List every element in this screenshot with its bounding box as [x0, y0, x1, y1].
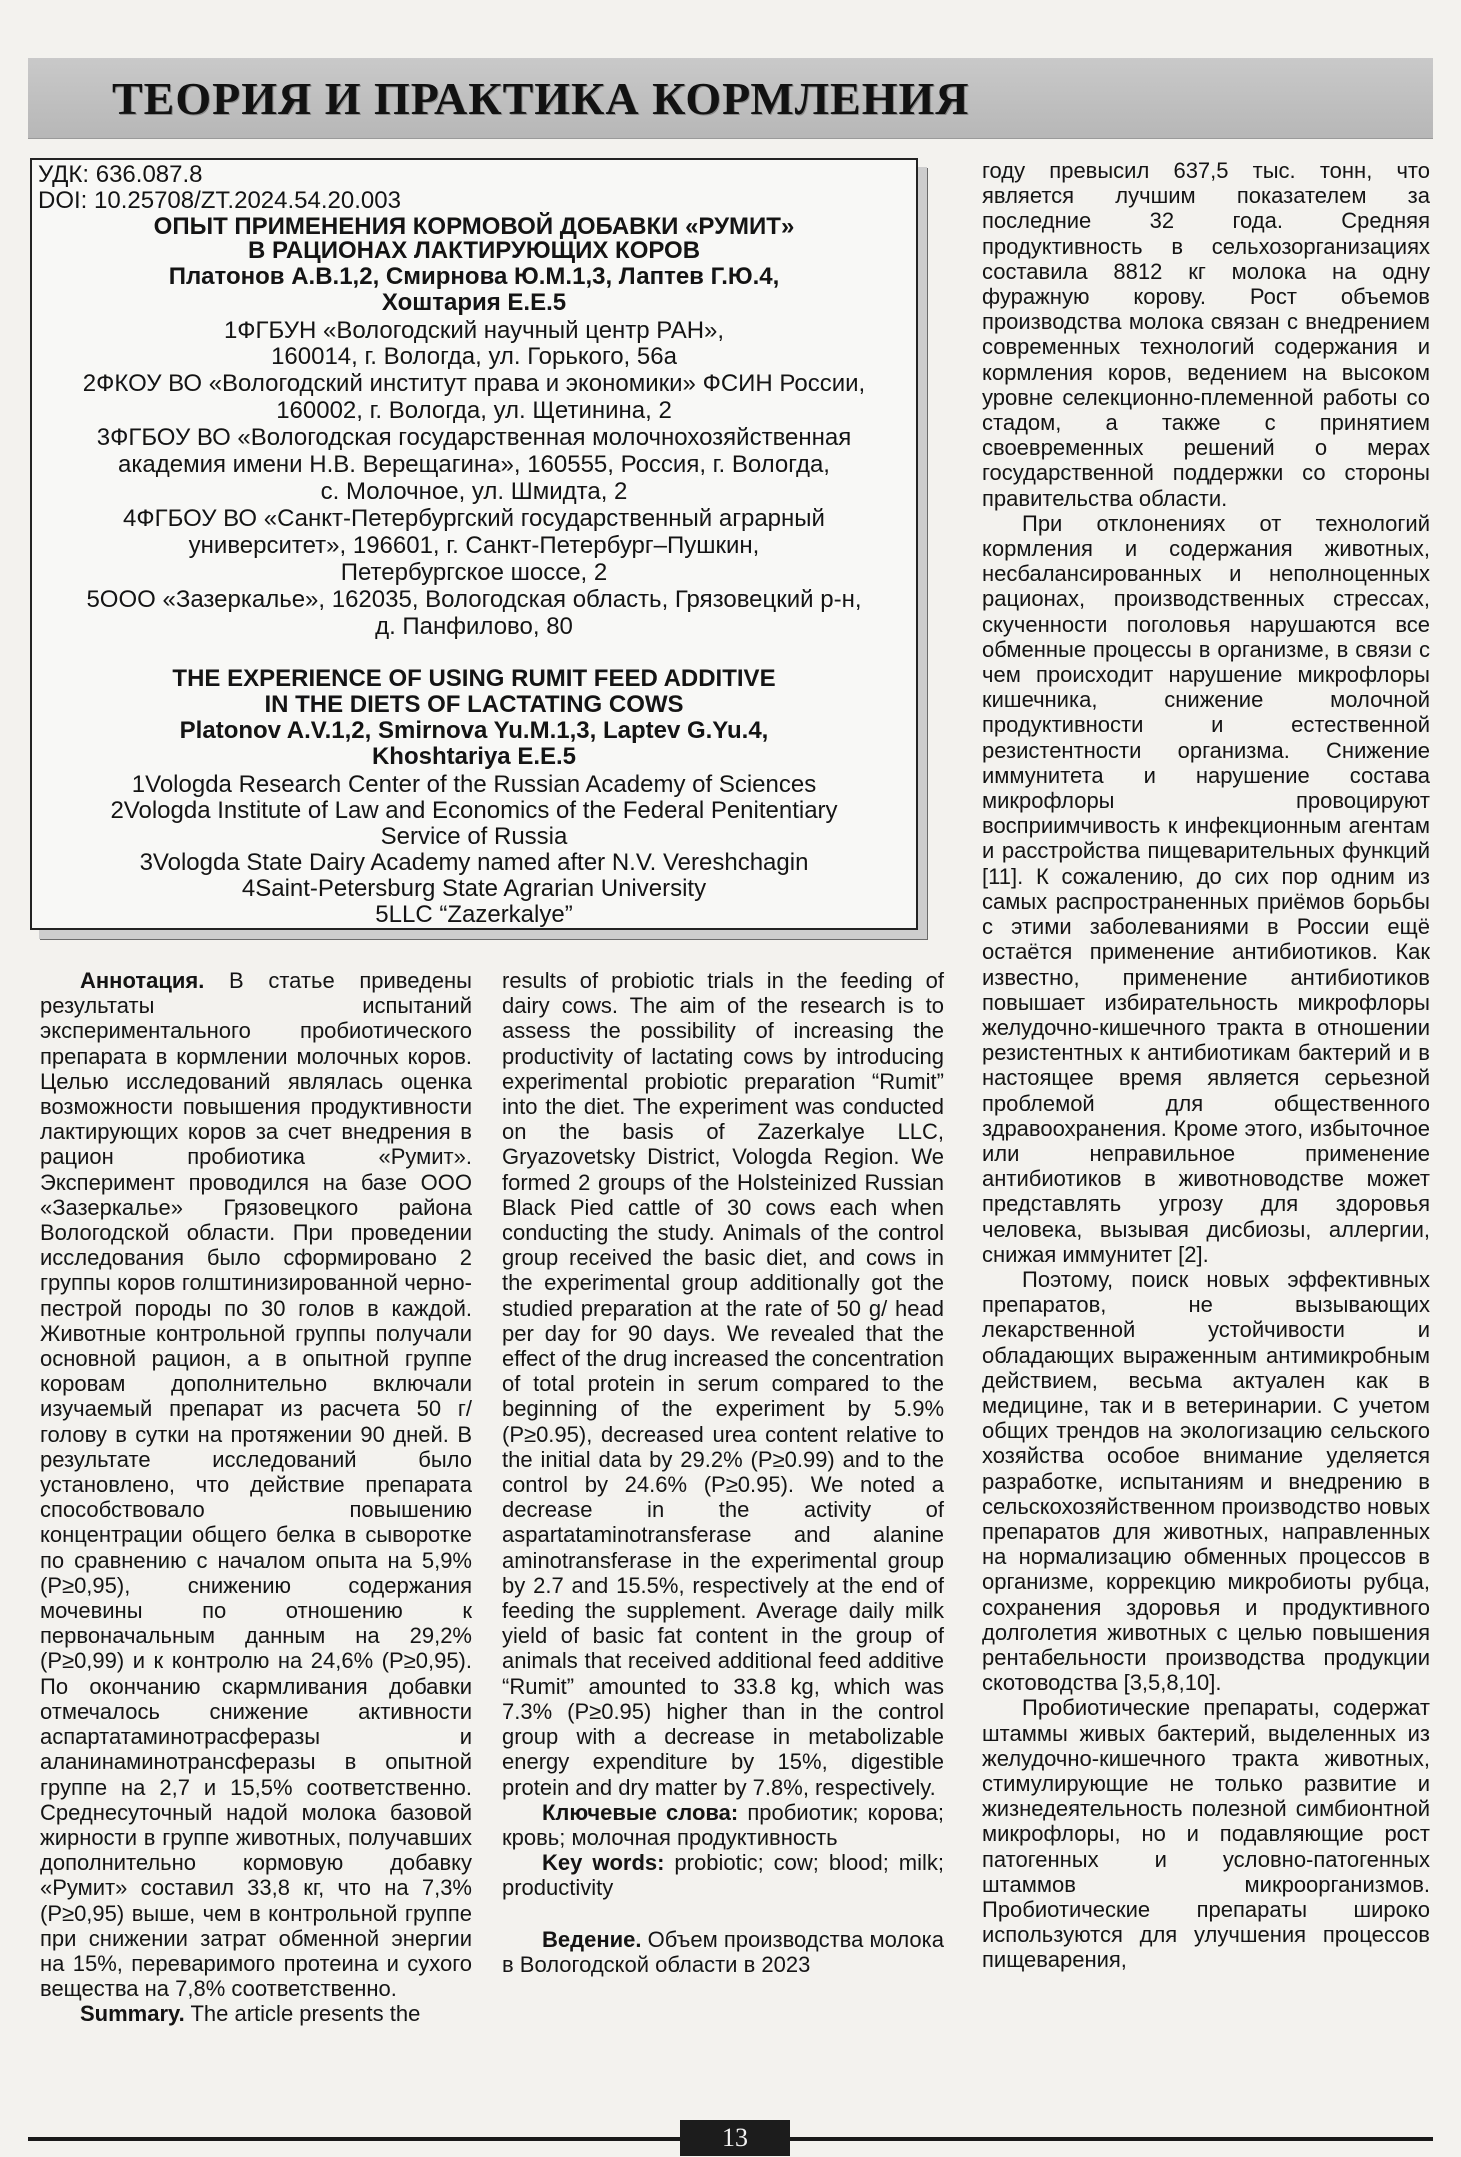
column-abstract-ru — [40, 968, 472, 2027]
authors-ru-line-2: Хоштария Е.Е.5 — [381, 289, 567, 316]
affiliation-en-line: 5LLC “Zazerkalye” — [375, 901, 573, 928]
affiliation-en-line: 2Vologda Institute of Law and Economics of the Federal Penitentiary — [110, 797, 838, 824]
body-paragraph-1: году превысил 637,5 тыс. тонн, что является лучшим показателем за последние 32 года. Средняя продуктивность в сельхозорганизациях составила 8812 кг молока на одну фуражную корову. Рост объемов производства молока связан с внедрением современных технологий содержания и кормления коров, ведением на высоком уровне селекционно-племенной работы со стадом, а также с принятием своевременных решений о мерах государственной поддержки со стороны правительства области. — [982, 158, 1430, 511]
affiliation-ru-line: д. Панфилово, 80 — [375, 613, 573, 640]
column-body — [982, 158, 1430, 1973]
title-ru-line-1: ОПЫТ ПРИМЕНЕНИЯ КОРМОВОЙ ДОБАВКИ «РУМИТ» — [153, 213, 795, 240]
article-title-box — [30, 158, 918, 930]
column-abstract-en — [502, 968, 944, 1977]
affiliation-en-line: 3Vologda State Dairy Academy named after N.V. Vereshchagin — [139, 849, 809, 876]
affiliation-ru-line: с. Молочное, ул. Шмидта, 2 — [320, 478, 628, 505]
intro-text: Объем производства молока в Вологодской области в 2023 — [502, 1926, 945, 1977]
doi-code: DOI: 10.25708/ZT.2024.54.20.003 — [38, 187, 401, 214]
keywords-en-label: Key words: — [542, 1850, 665, 1876]
title-ru-line-2: В РАЦИОНАХ ЛАКТИРУЮЩИХ КОРОВ — [247, 237, 701, 264]
authors-en-line-1: Platonov A.V.1,2, Smirnova Yu.M.1,3, Laptev G.Yu.4, — [179, 717, 769, 744]
affiliation-ru-line: 160002, г. Вологда, ул. Щетинина, 2 — [276, 397, 672, 424]
keywords-ru-label: Ключевые слова: — [542, 1799, 739, 1825]
affiliation-ru-line: 1ФГБУН «Вологодский научный центр РАН», — [223, 317, 725, 344]
summary-text-start: The article presents the — [190, 2001, 421, 2027]
affiliation-ru-line: 5ООО «Зазеркалье», 162035, Вологодская область, Грязовецкий р-н, — [86, 586, 862, 613]
title-en-line-2: IN THE DIETS OF LACTATING COWS — [264, 691, 684, 718]
page-number: 13 — [680, 2120, 790, 2156]
authors-ru-line-1: Платонов А.В.1,2, Смирнова Ю.М.1,3, Лаптев Г.Ю.4, — [168, 263, 780, 290]
affiliation-en-line: Service of Russia — [380, 823, 568, 850]
annotation-text: В статье приведены результаты испытаний экспериментального пробиотического препарата в кормлении молочных коров. Целью исследований являлась оценка возможности повышения продуктивности лактирующих коров за счет внедрения в рацион пробиотика «Румит». Эксперимент проводился на базе ООО «Зазеркалье» Грязовецкого района Вологодской области. При проведении исследования было сформировано 2 группы коров голштинизированной черно-пестрой породы по 30 голов в каждой. Животные контрольной группы получали основной рацион, а в опытной группе коровам дополнительно включали изучаемый препарат из расчета 50 г/голову в сутки на протяжении 90 дней. В результате исследований было установлено, что действие препарата способствовало повышению концентрации общего белка в сыворотке по сравнению с началом опыта на 5,9% (Р≥0,95), снижению содержания мочевины по отношению к первоначальным данным на 29,2% (Р≥0,99) и к контролю на 24,6% (Р≥0,95). По окончанию скармливания добавки отмечалось снижение активности аспартатаминотрасферазы и аланинаминотрансферазы в опытной группе на 2,7 и 15,5% соответственно. Среднесуточный надой молока базовой жирности в группе животных, получавших дополнительно кормовую добавку «Румит» составил 33,8 кг, что на 7,3% (Р≥0,95) выше, чем в контрольной группе при снижении затрат обменной энергии на 15%, переваримого протеина и сухого вещества на 7,8% соответственно. — [40, 968, 472, 2002]
title-en-line-1: THE EXPERIENCE OF USING RUMIT FEED ADDITIVE — [172, 665, 776, 692]
body-paragraph-4: Пробиотические препараты, содержат штаммы живых бактерий, выделенных из желудочно-кишечного тракта животных, стимулирующие не только развитие и жизнедеятельность полезной симбионтной микрофлоры, но и подавляющие рост патогенных и условно-патогенных штаммов микроорганизмов. Пробиотические препараты широко используются для улучшения процессов пищеварения, — [982, 1695, 1430, 1973]
annotation-label: Аннотация. — [80, 968, 205, 993]
section-header-bar — [28, 58, 1433, 138]
affiliation-en-line: 4Saint-Petersburg State Agrarian University — [241, 875, 707, 902]
affiliation-ru-line: 2ФКОУ ВО «Вологодский институт права и экономики» ФСИН России, — [82, 370, 866, 397]
section-title: ТЕОРИЯ И ПРАКТИКА КОРМЛЕНИЯ — [112, 73, 970, 124]
intro-label: Ведение. — [542, 1926, 642, 1952]
body-paragraph-2: При отклонениях от технологий кормления и содержания животных, несбалансированных и неполноценных рационах, производственных стрессах, скученности поголовья нарушаются все обменные процессы в организме, в связи с чем происходит нарушение микрофлоры кишечника, снижение молочной продуктивности и естественной резистентности организма. Снижение иммунитета и нарушение состава микрофлоры провоцируют восприимчивость к инфекционным агентам и расстройства пищеварительных функций [11]. К сожалению, до сих пор одним из самых распространенных приёмов борьбы с этими заболеваниями в России ещё остаётся применение антибиотиков. Как известно, применение антибиотиков повышает избирательность микрофлоры желудочно-кишечного тракта в отношении резистентных к антибиотикам бактерий и в настоящее время является серьезной проблемой для общественного здравоохранения. Кроме этого, избыточное или неправильное применение антибиотиков в животноводстве может представлять угрозу для здоровья человека, вызывая дисбиозы, аллергии, снижая иммунитет [2]. — [982, 510, 1430, 1267]
keywords-ru: пробиотик; корова; кровь; молочная продуктивность — [502, 1799, 944, 1850]
body-paragraph-3: Поэтому, поиск новых эффективных препаратов, не вызывающих лекарственной устойчивости и обладающих выраженным антимикробным действием, весьма актуален как в медицине, так и в ветеринарии. С учетом общих трендов на экологизацию сельского хозяйства особое внимание уделяется разработке, испытаниям и внедрению в сельскохозяйственном производство новых препаратов для животных, направленных на нормализацию обменных процессов в организме, коррекцию микробиоты рубца, сохранения здоровья и продуктивного долголетия животных с целью повышения рентабельности производства продукции скотоводства [3,5,8,10]. — [982, 1266, 1430, 1696]
affiliation-en-line: 1Vologda Research Center of the Russian Academy of Sciences — [131, 771, 817, 798]
summary-text-continued: results of probiotic trials in the feeding of dairy cows. The aim of the research is to assess the possibility of increasing the productivity of lactating cows by introducing experimental probiotic preparation “Rumit” into the diet. The experiment was conducted on the basis of Zazerkalye LLC, Gryazovetsky District, Vologda Region. We formed 2 groups of the Holsteinized Russian Black Pied cattle of 30 cows each when conducting the study. Animals of the control group received the basic diet, and cows in the experimental group additionally got the studied preparation at the rate of 50 g/ head per day for 90 days. We revealed that the effect of the drug increased the concentration of total protein in serum compared to the beginning of the experiment by 5.9% (P≥0.95), decreased urea content relative to the initial data by 29.2% (P≥0.99) and to the control by 24.6% (P≥0.95). We noted a decrease in the activity of aspartataminotransferase and alanine aminotransferase in the experimental group by 2.7 and 15.5%, respectively at the end of feeding the supplement. Average daily milk yield of basic fat content in the group of animals that received additional feed additive “Rumit” amounted to 33.8 kg, which was 7.3% (P≥0.95) higher than in the control group with a decrease in metabolizable energy expenditure by 15%, digestible protein and dry matter by 7.8%, respectively. — [502, 968, 944, 1800]
affiliation-ru-line: 160014, г. Вологда, ул. Горького, 56а — [271, 343, 677, 370]
affiliation-ru-line: университет», 196601, г. Санкт-Петербург–Пушкин, — [188, 532, 760, 559]
summary-label: Summary. — [80, 2001, 185, 2027]
affiliation-ru-line: Петербургское шоссе, 2 — [340, 559, 608, 586]
affiliation-ru-line: академия имени Н.В. Верещагина», 160555, Россия, г. Вологда, — [118, 451, 830, 478]
udk-code: УДК: 636.087.8 — [38, 161, 203, 188]
affiliation-ru-line: 3ФГБОУ ВО «Вологодская государственная молочнохозяйственная — [96, 424, 852, 451]
affiliation-ru-line: 4ФГБОУ ВО «Санкт-Петербургский государственный аграрный — [123, 505, 825, 532]
keywords-en: probiotic; cow; blood; milk; productivity — [502, 1850, 944, 1901]
authors-en-line-2: Khoshtariya E.E.5 — [371, 743, 577, 770]
